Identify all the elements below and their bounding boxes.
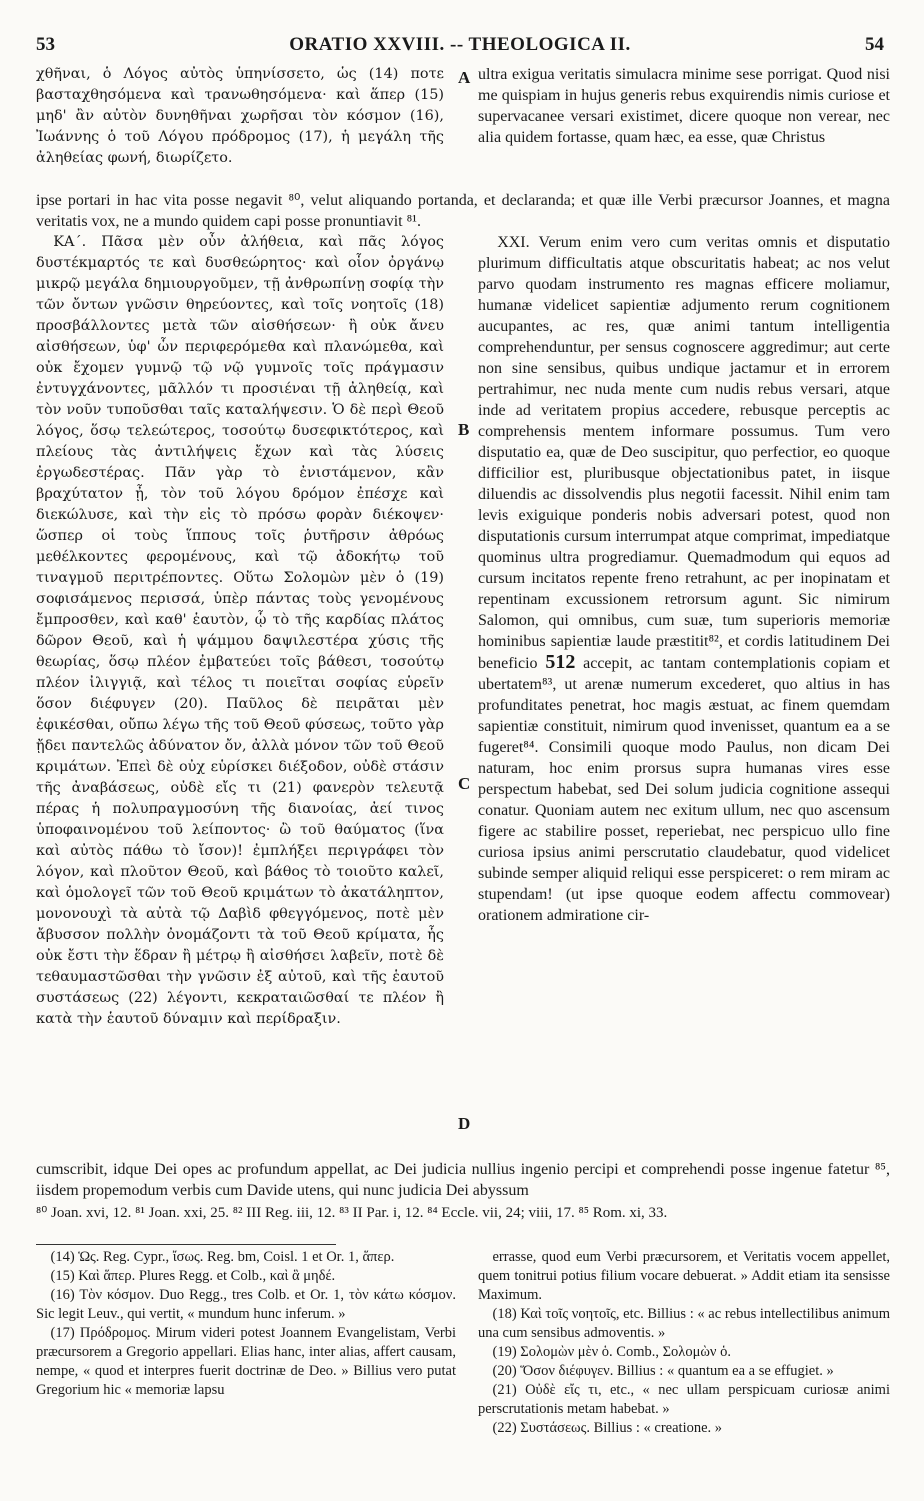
greek-column-top bbox=[36, 64, 444, 190]
greek-paragraph: χθῆναι, ὁ Λόγος αὐτὸς ὑπηνίσσετο, ὡς (14) ποτε βασταχθησόμενα καὶ τρανωθησόμενα· καὶ ἅπερ (15) μηδ' ἂν αὐτὸν δυνηθῆναι χωρῆσαι τὸν κόσμον (16), Ἰωάννης ὁ τοῦ Λόγου πρόδρομος (17), ἡ μεγάλη τῆς ἀληθείας φωνή, διωρίζετο. bbox=[36, 66, 444, 166]
full-width-text: ipse portari in hac vita posse negavit ⁸⁰, velut aliquando portanda, et declaranda; et quæ ille Verbi præcursor Joannes, et magna veritatis vox, ne a mundo quidem capi posse pronuntiavit ⁸¹. bbox=[36, 192, 890, 230]
page-title: ORATIO XXVIII. -- THEOLOGICA II. bbox=[289, 34, 631, 55]
right-page-number: 54 bbox=[865, 34, 884, 55]
scripture-references bbox=[36, 1204, 884, 1244]
left-page-number: 53 bbox=[36, 34, 55, 55]
note: (16) Τὸν κόσμον. Duo Regg., tres Colb. et Or. 1, τὸν κάτω κόσμον. Sic legit Leuv., qui vertit, « mundum hunc inferum. » bbox=[36, 1287, 456, 1322]
note: errasse, quod eum Verbi præcursorem, et Veritatis vocem appellet, quem tonitrui potius filium vocare debuerat. » Addit etiam ita sensisse Maximum. bbox=[478, 1249, 890, 1303]
latin-column-top bbox=[478, 64, 890, 190]
full-width-line bbox=[36, 190, 890, 234]
reference-list: ⁸⁰ Joan. xvi, 12. ⁸¹ Joan. xxi, 25. ⁸² III Reg. iii, 12. ⁸³ II Par. i, 12. ⁸⁴ Eccle. vii, 24; viii, 17. ⁸⁵ Rom. xi, 33. bbox=[36, 1205, 668, 1221]
note: (20) Ὅσον διέφυγεν. Billius : « quantum ea a se effugiet. » bbox=[492, 1363, 834, 1379]
section-marker: D bbox=[458, 1114, 471, 1133]
section-marker: A bbox=[458, 68, 471, 87]
full-width-line bbox=[36, 1159, 890, 1203]
latin-paragraph: ultra exigua veritatis simulacra minime sese porrigat. Quod nisi me quispiam in hujus generis rebus exquirendis nimis curiose et supervacanee versari existimet, dicere quoque non verear, nec alia quidem fortasse, quam hæc, ea esse, quæ Christus bbox=[478, 66, 890, 146]
notes-left bbox=[36, 1248, 456, 1494]
section-marker: C bbox=[458, 774, 471, 793]
greek-column-main bbox=[36, 232, 444, 1158]
note: (15) Καὶ ἅπερ. Plures Regg. et Colb., καὶ ἃ μηδέ. bbox=[50, 1268, 336, 1284]
note: (18) Καὶ τοῖς νοητοῖς, etc. Billius : « ac rebus intellectilibus animum una cum sensibus admoventis. » bbox=[478, 1306, 890, 1341]
note: (14) Ὡς. Reg. Cypr., ἴσως. Reg. bm, Coisl. 1 et Or. 1, ἅπερ. bbox=[50, 1249, 395, 1265]
note: (17) Πρόδρομος. Mirum videri potest Joannem Evangelistam, Verbi præcursorem a Gregorio appellari. Elias hanc, inter alias, affert causam, nempe, « quod et interpres fuerit doctrinæ de Deo. » Billius vero putat Gregorium hic « memoriæ lapsu bbox=[36, 1325, 456, 1398]
notes-right bbox=[478, 1248, 890, 1494]
latin-paragraph: XXI. Verum enim vero cum veritas omnis et disputatio plurimum difficultatis atque obscuritatis habeat; ac nos velut parvo quodam instrumento res magnas efficere moliamur, humanæ videlicet sapientiæ adjumento rerum cognitionem aucupantes, ac res, quæ animi tantum intelligentia comprehenduntur, per sensus cognoscere aggredimur; aut certe non sine sensibus, quibus undique jactamur et in errorem pertrahimur, nec nuda mente cum nudis rebus versari, atque inde ad veritatem propius accedere, rebusque perceptis ac comprehensis mentem informare possumus. Tum vero disputatio ea, quæ de Deo suscipitur, quo perfectior, eo quoque difficilior est, pluribusque objectationibus patet, in iisque diluendis ac dissolvendis plus negotii facessit. Nihil enim tam levis exiguique ponderis nobis adversari potest, quod non disputationis cursum interrumpat atque comprimat, impediatque quominus ultra progrediamur. Quemadmodum qui equos ad cursum incitatos repente freno retrahunt, ac per inopinatam et repentinam excussionem retrorsum agunt. Sic nimirum Salomon, qui omnibus, cum suæ, tum superioris memoriæ hominibus sapientiæ laude præstitit⁸², et cordis latitudinem Dei beneficio bbox=[478, 234, 890, 672]
note: (19) Σολομὼν μὲν ὁ. Comb., Σολομὼν ὁ. bbox=[492, 1344, 731, 1360]
latin-paragraph: accepit, ac tantam contemplationis copiam et ubertatem⁸³, ut arenæ numerum excederet, quo altius in has profunditates penetrat, hoc magis æstuat, ac finem quemdam sapientiæ constituit, nimirum quod invenisset, quantum ea a se fugeret⁸⁴. Consimili quoque modo Paulus, non dicam Dei naturam, hoc enim prorsus supra humanas vires esse perspectum habebat, sed Dei solum judicia cognitione assequi conatur. Quoniam autem nec exitum ullum, nec quo ascensum figere ac stabilire posset, reperiebat, nec perspicuo ullo fine curiosa ipsius animi perscrutatio claudebatur, quod videlicet subinde semper aliquid reliqui esse perspiceret: o rem miram ac stupendam! (ut ipse quoque eodem affectu commovear) orationem admiratione cir- bbox=[478, 655, 890, 924]
greek-paragraph: ΚΑ΄. Πᾶσα μὲν οὖν ἀλήθεια, καὶ πᾶς λόγος δυστέκμαρτός τε καὶ δυσθεώρητος· καὶ οἷον ὀργάνῳ μικρῷ μεγάλα δημιουργοῦμεν, τῇ ἀνθρωπίνῃ σοφίᾳ τὴν τῶν ὄντων γνῶσιν θηρεύοντες, καὶ τοῖς νοητοῖς (18) προσβάλλοντες μετὰ τῶν αἰσθήσεων· ἢ οὐκ ἄνευ αἰσθήσεων, ὑφ' ὧν περιφερόμεθα καὶ πλανώμεθα, καὶ οὐκ ἔχομεν γυμνῷ τῷ νῷ γυμνοῖς τοῖς πράγμασιν ἐντυγχάνοντες, μᾶλλόν τι προσιέναι τῇ ἀληθείᾳ, καὶ τὸν νοῦν τυποῦσθαι ταῖς καταλήψεσιν. Ὁ δὲ περὶ Θεοῦ λόγος, ὅσῳ τελεώτερος, τοσούτῳ δυσεφικτότερος, καὶ πλείους τὰς ἀντιλήψεις ἔχων καὶ τὰς λύσεις ἐργωδεστέρας. Πᾶν γὰρ τὸ ἐνιστάμενον, κἂν βραχύτατον ᾖ, τὸν τοῦ λόγου δρόμον ἐπέσχε καὶ διεκώλυσε, καὶ τὴν εἰς τὸ πρόσω φορὰν διέκοψεν· ὥσπερ οἱ τοὺς ἵππους τοῖς ῥυτῆρσιν ἀθρόως μεθέλκοντες φερομένους, καὶ τῷ ἀδοκήτῳ τοῦ τιναγμοῦ περιτρέποντες. Οὕτω Σολομὼν μὲν ὁ (19) σοφισάμενος περισσά, ὑπὲρ πάντας τοὺς γενομένους ἔμπροσθεν, καὶ καθ' ἑαυτὸν, ᾧ τὸ τῆς καρδίας πλάτος δῶρον Θεοῦ, καὶ ἡ ψάμμου δαψιλεστέρα χύσις τῆς θεωρίας, ὅσῳ πλέον ἐμβατεύει τοῖς βάθεσι, τοσούτῳ πλέον ἰλιγγιᾷ, καὶ τέλος τι ποιεῖται σοφίας εὑρεῖν ὅσον διέφυγεν (20). Παῦλος δὲ πειρᾶται μὲν ἐφικέσθαι, οὔπω λέγω τῆς τοῦ Θεοῦ φύσεως, τοῦτο γὰρ ᾔδει παντελῶς ἀδύνατον ὄν, ἀλλὰ μόνον τῶν τοῦ Θεοῦ κριμάτων. Ἐπεὶ δὲ οὐχ εὑρίσκει διέξοδον, οὐδὲ στάσιν τῆς ἀναβάσεως, οὐδὲ εἴς τι (21) φανερὸν τελευτᾷ πέρας ἡ πολυπραγμοσύνη τῆς διανοίας, ἀεί τινος ὑποφαινομένου τοῦ λείποντος· ὢ τοῦ θαύματος (ἵνα καὶ αὐτὸς πάθω τὸ ἴσον)! ἐμπλήξει περιγράφει τὸν λόγον, καὶ πλοῦτον Θεοῦ, καὶ βάθος τὸ τοιοῦτο καλεῖ, καὶ ὁμολογεῖ τῶν τοῦ Θεοῦ κριμάτων τὸ ἀκατάληπτον, μονονουχὶ τὰ αὐτὰ τῷ Δαβὶδ φθεγγόμενος, ποτὲ μὲν ἄβυσσον πολλὴν ὀνομάζοντι τὰ τοῦ Θεοῦ κρίματα, ἧς οὐκ ἔστι τὴν ἕδραν ἢ μέτρῳ ἢ αἰσθήσει λαβεῖν, ποτὲ δὲ τεθαυμαστῶσθαι τὴν γνῶσιν ἐξ αὐτοῦ, καὶ τῆς ἑαυτοῦ συστάσεως (22) λέγοντι, κεκραταιῶσθαί τε πλέον ἢ κατὰ τὴν ἑαυτοῦ δύναμιν καὶ περίδραξιν. bbox=[36, 234, 444, 1027]
note: (21) Οὐδὲ εἴς τι, etc., « nec ullam perspicuam curiosæ animi perscrutationis metam habebat. » bbox=[478, 1382, 890, 1417]
full-width-text: cumscribit, idque Dei opes ac profundum appellat, ac Dei judicia nullius ingenio percipi et comprehendi posse ingenue fatetur ⁸⁵, iisdem propemodum verbis cum Davide utens, qui nunc judicia Dei abyssum bbox=[36, 1161, 890, 1199]
latin-column-main bbox=[478, 232, 890, 1158]
section-marker: B bbox=[458, 420, 470, 439]
divider bbox=[36, 1244, 336, 1245]
note: (22) Συστάσεως. Billius : « creatione. » bbox=[492, 1420, 723, 1436]
page-reference: 512 bbox=[545, 651, 576, 673]
running-header bbox=[36, 34, 884, 58]
